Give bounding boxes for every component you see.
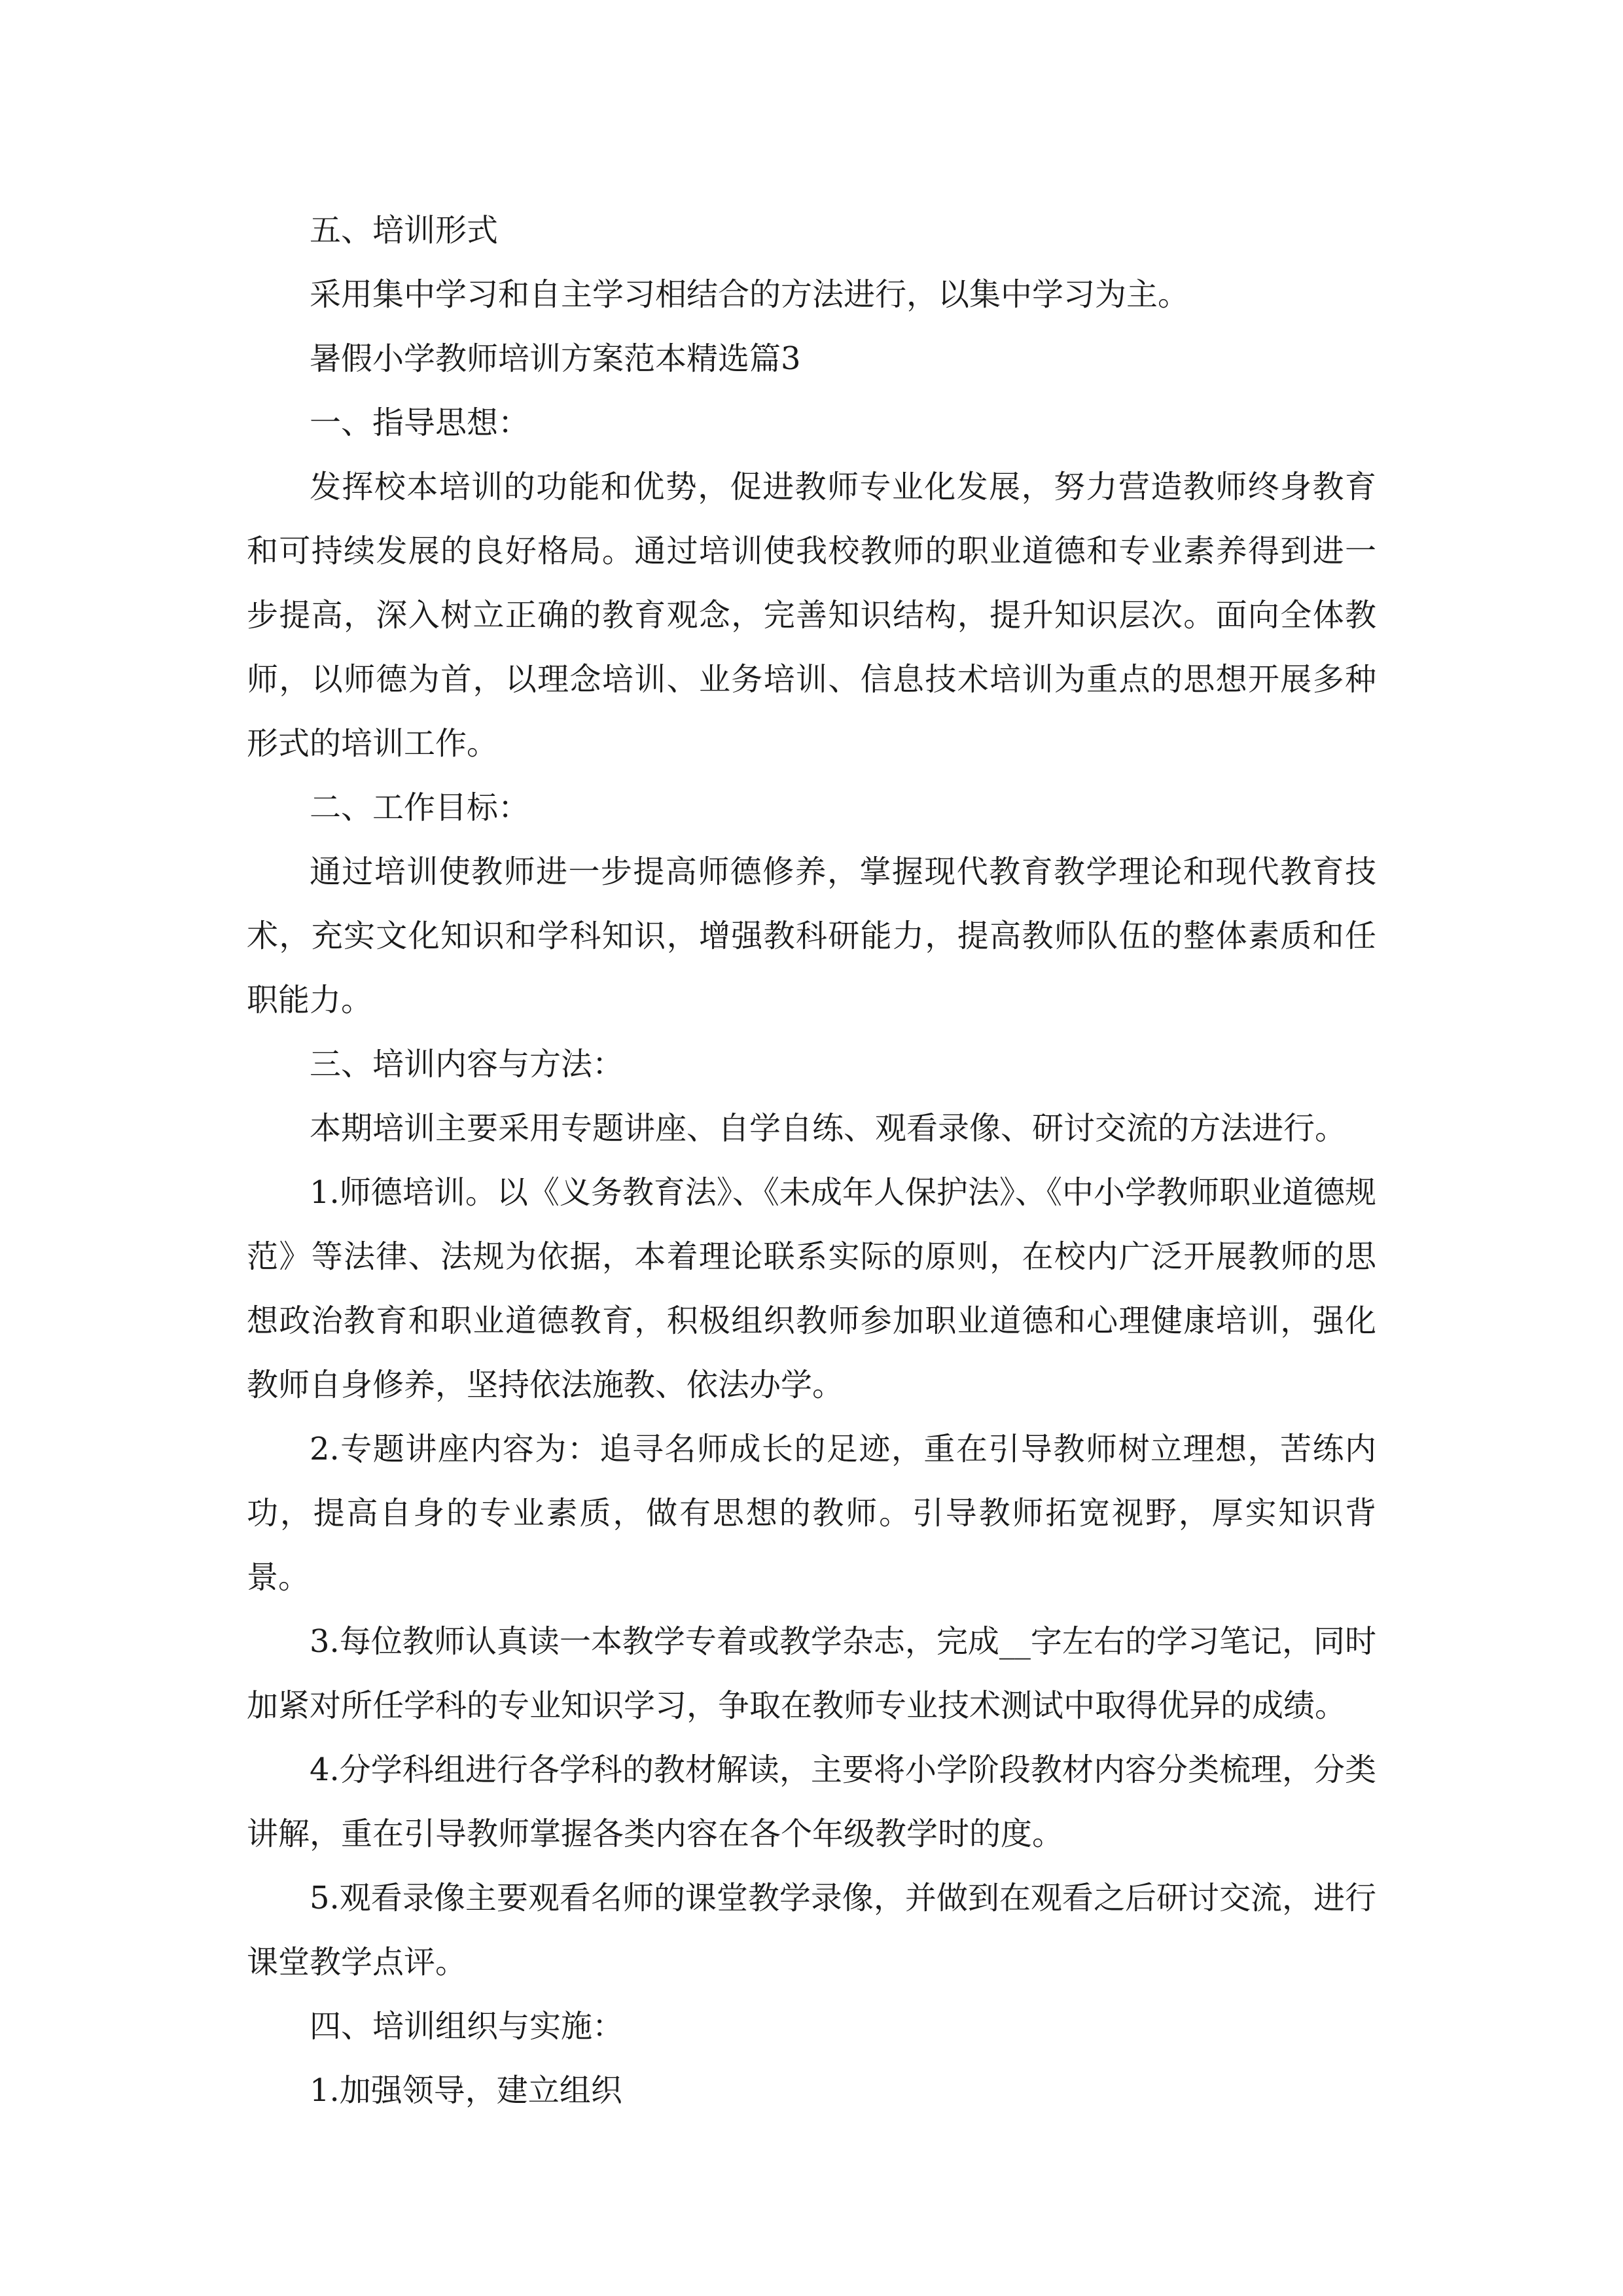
paragraph-training-form: 采用集中学习和自主学习相结合的方法进行，以集中学习为主。 — [310, 276, 1190, 313]
section-heading-guiding-ideology: 一、指导思想： — [310, 404, 530, 441]
section-heading-training-form: 五、培训形式 — [310, 212, 499, 249]
paragraph-guiding-ideology: 发挥校本培训的功能和优势，促进教师专业化发展，努力营造教师终身教育和可持续发展的良好格局。通过培训使我校教师的职业道德和专业素养得到进一步提高，深入树立正确的教育观念，完善知识结构，提升知识层次。面向全体教师，以师德为首，以理念培训、业务培训、信息技术培训为重点的思想开展多种形式的培训工作。 — [247, 469, 1376, 762]
list-item-2-lectures: 2.专题讲座内容为：追寻名师成长的足迹，重在引导教师树立理想，苦练内功，提高自身的专业素质，做有思想的教师。引导教师拓宽视野，厚实知识背景。 — [247, 1431, 1376, 1596]
document-body — [247, 198, 1376, 2123]
paragraph-methods-intro: 本期培训主要采用专题讲座、自学自练、观看录像、研讨交流的方法进行。 — [310, 1110, 1347, 1147]
list-item-1-ethics-training: 1.师德培训。以《义务教育法》、《未成年人保护法》、《中小学教师职业道德规范》等法律、法规为依据，本着理论联系实际的原则，在校内广泛开展教师的思想政治教育和职业道德教育，积极组织教师参加职业道德和心理健康培训，强化教师自身修养，坚持依法施教、依法办学。 — [247, 1174, 1376, 1403]
article-title-part-3: 暑假小学教师培训方案范本精选篇3 — [310, 340, 801, 377]
section-heading-organization: 四、培训组织与实施： — [310, 2008, 624, 2045]
section-heading-work-goals: 二、工作目标： — [310, 789, 530, 826]
list-item-4-textbook-analysis: 4.分学科组进行各学科的教材解读，主要将小学阶段教材内容分类梳理，分类讲解，重在引导教师掌握各类内容在各个年级教学时的度。 — [247, 1751, 1376, 1852]
list-item-3-reading: 3.每位教师认真读一本教学专着或教学杂志，完成__字左右的学习笔记，同时加紧对所任学科的专业知识学习，争取在教师专业技术测试中取得优异的成绩。 — [247, 1623, 1376, 1724]
list-item-5-video-observation: 5.观看录像主要观看名师的课堂教学录像，并做到在观看之后研讨交流，进行课堂教学点评。 — [247, 1880, 1376, 1981]
list-item-1-leadership: 1.加强领导，建立组织 — [310, 2072, 622, 2109]
paragraph-work-goals: 通过培训使教师进一步提高师德修养，掌握现代教育教学理论和现代教育技术，充实文化知识和学科知识，增强教科研能力，提高教师队伍的整体素质和任职能力。 — [247, 853, 1376, 1018]
section-heading-content-and-methods: 三、培训内容与方法： — [310, 1046, 624, 1083]
